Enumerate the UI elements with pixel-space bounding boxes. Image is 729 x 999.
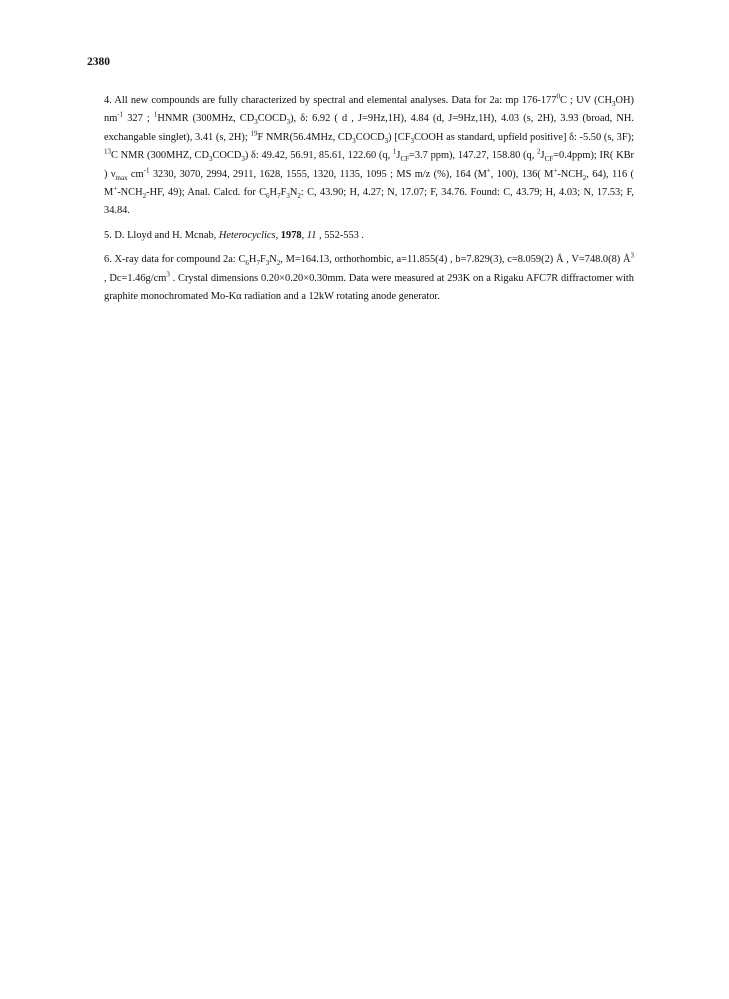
- note-text: ) δ: 49.42, 56.91, 85.61, 122.60 (q,: [244, 150, 393, 162]
- subscript: 2: [297, 192, 301, 201]
- superscript: 2: [537, 147, 541, 156]
- footnote-6: [104, 251, 634, 306]
- note-text: C NMR (300MHZ, CD: [111, 150, 209, 162]
- note-text: ) [CF: [388, 131, 411, 143]
- subscript: 2: [276, 259, 281, 268]
- note-text: OH) nm: [104, 95, 634, 125]
- subscript: 2: [142, 192, 147, 201]
- note-text: =3.7 ppm), 147.27, 158.80 (q,: [409, 150, 538, 162]
- note-text: COCD: [355, 131, 385, 143]
- note-text: F: [259, 254, 266, 266]
- footnotes: [104, 92, 634, 312]
- note-text: -NCH: [117, 187, 143, 199]
- note-text: ,: [301, 229, 307, 241]
- note-text: COCD: [257, 113, 287, 125]
- italic-text: Heterocyclics: [218, 229, 276, 241]
- subscript: 3: [241, 155, 245, 164]
- superscript: 13: [104, 147, 111, 156]
- footnote-5: [104, 227, 634, 245]
- note-text: F: [280, 187, 287, 199]
- note-text: N: [289, 187, 298, 199]
- note-text: N: [269, 254, 277, 266]
- note-text: 4. All new compounds are fully characterized by spectral and elemental analyses. Data for 2a: mp 176-177: [104, 95, 557, 106]
- note-text: ,: [275, 229, 281, 241]
- note-text: J: [540, 150, 545, 162]
- superscript: -1: [117, 110, 124, 119]
- superscript: 3: [166, 270, 170, 279]
- note-text: H: [248, 254, 257, 266]
- subscript: 3: [254, 118, 258, 127]
- subscript: 3: [352, 136, 356, 145]
- subscript: CF: [544, 155, 554, 164]
- note-text: , Dc=1.46g/cm: [104, 272, 167, 284]
- subscript: 6: [266, 192, 270, 201]
- note-text: HNMR (300MHz, CD: [157, 113, 255, 125]
- subscript: CF: [400, 155, 410, 164]
- note-text: cm: [127, 168, 144, 180]
- note-text: : C, 43.90; H, 4.27; N, 17.07; F, 34.76. Found: C, 43.79; H, 4.03; N, 17.53; F, 34.84.: [104, 187, 634, 217]
- superscript: 3: [630, 251, 634, 260]
- superscript: 1: [392, 147, 397, 156]
- superscript: +: [113, 184, 118, 193]
- superscript: +: [553, 166, 558, 175]
- subscript: 3: [286, 118, 291, 127]
- note-text: COOH as standard, upfield positive] δ: -5.50 (s, 3F);: [413, 131, 634, 143]
- subscript: 7: [256, 259, 260, 268]
- subscript: 3: [410, 136, 414, 145]
- superscript: 0: [556, 92, 560, 101]
- subscript: 3: [612, 100, 616, 109]
- note-text: J: [396, 150, 401, 162]
- bold-text: 1978: [280, 229, 302, 241]
- note-text: COCD: [212, 150, 242, 162]
- note-text: -HF, 49); Anal. Calcd. for C: [146, 187, 267, 199]
- subscript: 7: [277, 192, 281, 201]
- note-text: 3230, 3070, 2994, 2911, 1628, 1555, 1320, 1135, 1095 ; MS m/z (%), 164 (M: [149, 168, 487, 180]
- footnote-4: [104, 92, 634, 221]
- note-text: , M=164.13, orthorhombic, a=11.855(4) , b=7.829(3), c=8.059(2) Å , V=748.0(8) Å: [280, 254, 631, 266]
- note-text: C ; UV (CH: [559, 95, 613, 106]
- superscript: 1: [153, 110, 158, 119]
- superscript: -1: [143, 166, 150, 175]
- subscript: max: [115, 173, 128, 182]
- note-text: F NMR(56.4MHz, CD: [257, 131, 353, 143]
- subscript: 6: [245, 259, 249, 268]
- superscript: 19: [250, 129, 258, 138]
- page-number: 2380: [87, 56, 110, 68]
- subscript: 3: [286, 192, 290, 201]
- italic-text: 11: [306, 229, 317, 241]
- note-text: . Crystal dimensions 0.20×0.20×0.30mm. Data were measured at 293K on a Rigaku AFC7R diffractomer with graphite monochromated Mo-Kα radiation and a 12kW rotating anode generator.: [104, 272, 635, 303]
- subscript: 3: [384, 136, 389, 145]
- subscript: 2: [582, 173, 587, 182]
- subscript: 3: [208, 155, 213, 164]
- note-text: -NCH: [557, 168, 583, 180]
- subscript: 3: [265, 259, 270, 268]
- note-text: H: [269, 187, 278, 199]
- superscript: +: [486, 166, 491, 175]
- note-text: , 552-553 .: [316, 229, 365, 241]
- note-text: 6. X-ray data for compound 2a: C: [104, 254, 246, 266]
- note-text: , 64), 116 ( M: [104, 168, 635, 199]
- note-text: 327 ;: [123, 113, 154, 125]
- note-text: , 100), 136( M: [490, 168, 554, 180]
- note-text: =0.4ppm); IR( KBr ) ν: [104, 150, 635, 180]
- note-text: 5. D. Lloyd and H. Mcnab,: [104, 229, 219, 241]
- note-text: ), δ: 6.92 ( d , J=9Hz,1H), 4.84 (d, J=9Hz,1H), 4.03 (s, 2H), 3.93 (broad, NH. exchangable singlet), 3.41 (s, 2H);: [104, 113, 634, 143]
